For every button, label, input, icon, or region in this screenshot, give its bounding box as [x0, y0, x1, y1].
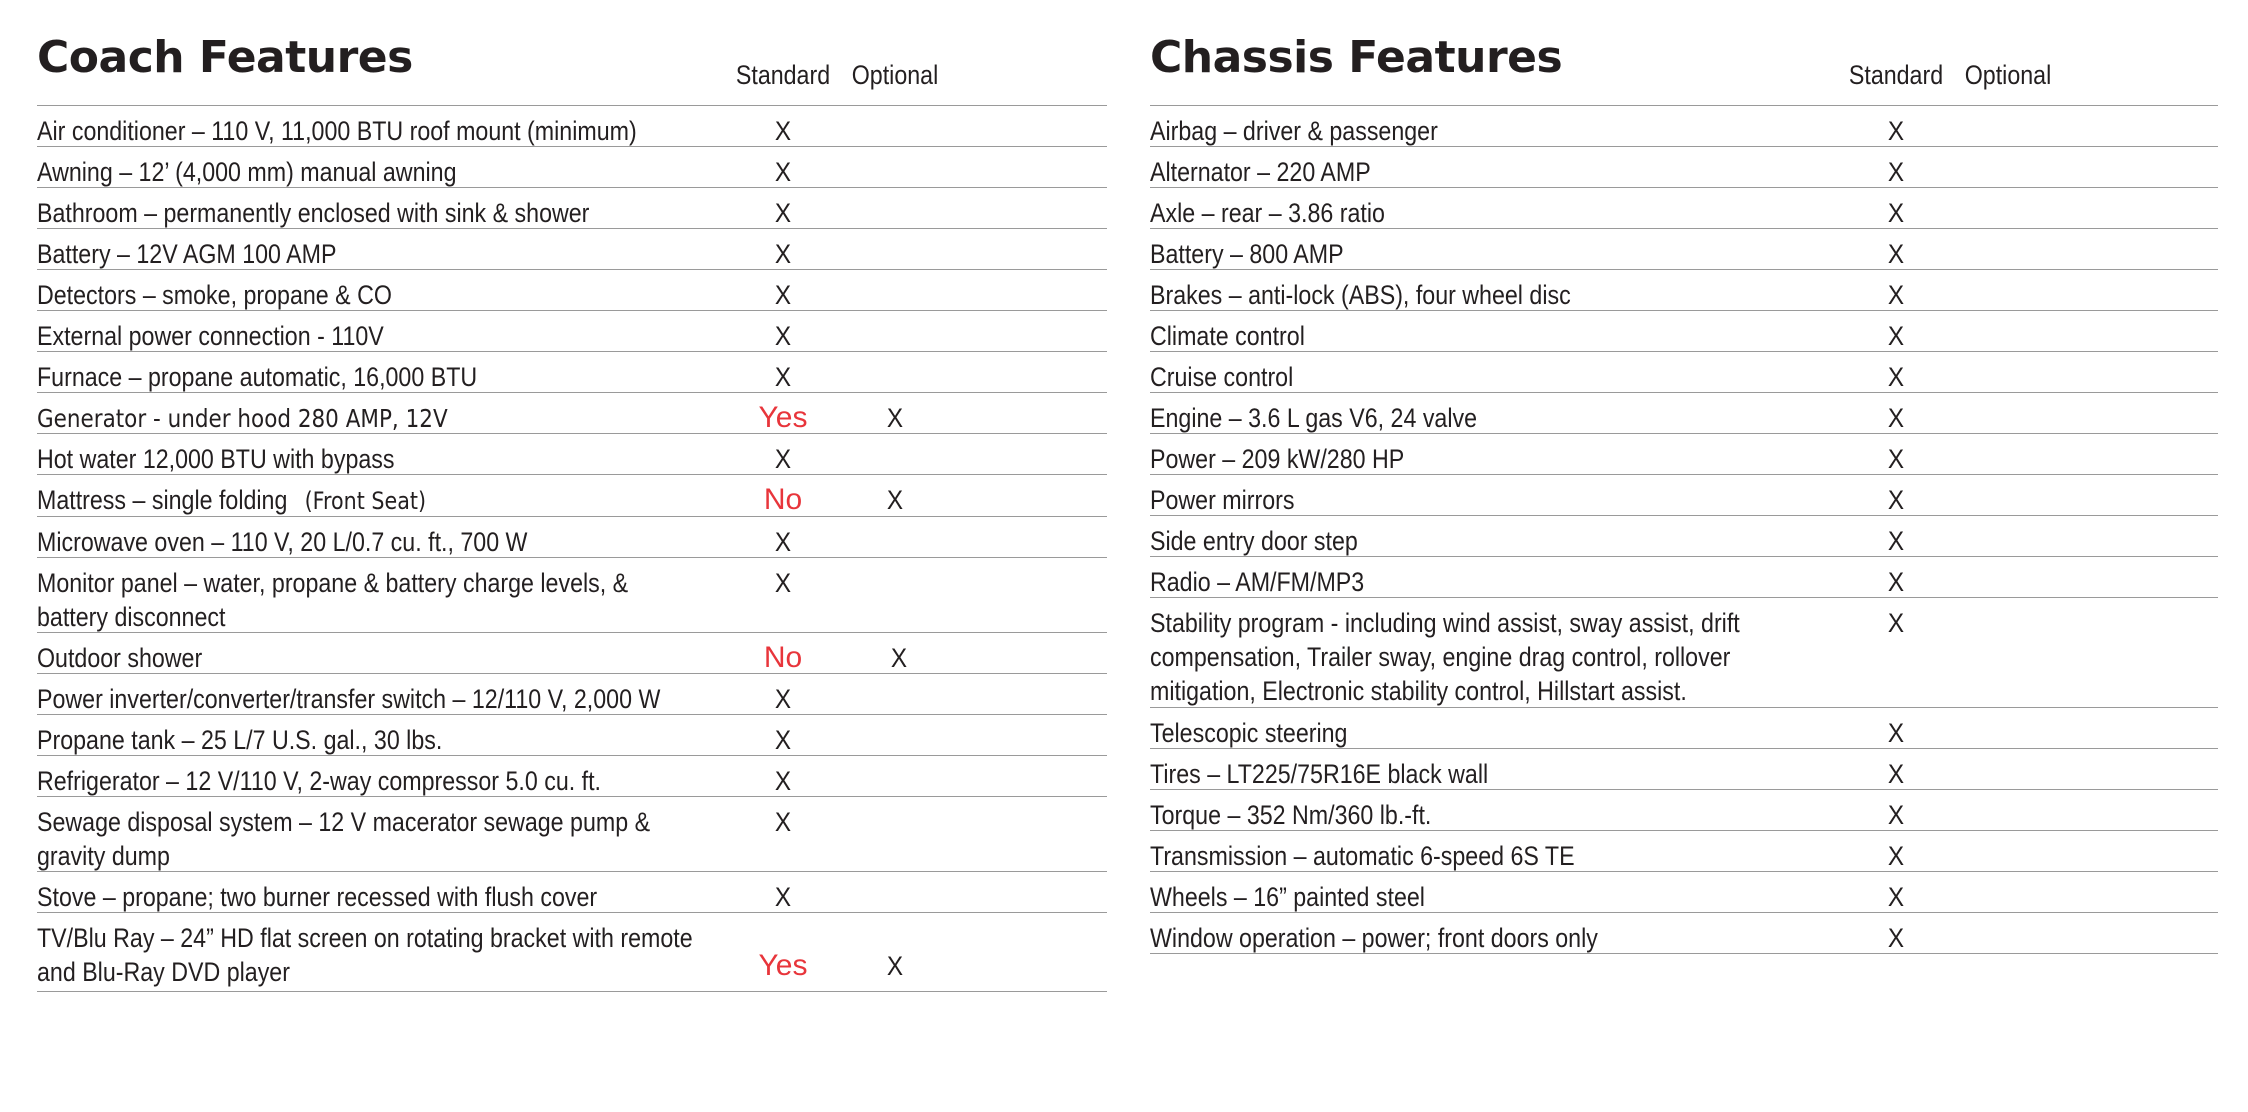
table-row: [37, 797, 1107, 872]
table-row: [1150, 872, 2218, 913]
feature-text: Outdoor shower: [37, 643, 203, 673]
feature-text: Propane tank – 25 L/7 U.S. gal., 30 lbs.: [37, 725, 443, 755]
coach-optional-header: Optional: [851, 60, 939, 90]
feature-label: [37, 401, 448, 436]
standard-mark: X: [774, 568, 792, 598]
standard-mark: X: [774, 239, 792, 269]
feature-text: Battery – 800 AMP: [1150, 239, 1344, 269]
standard-mark: X: [774, 766, 792, 796]
standard-mark: X: [1887, 718, 1905, 748]
feature-label: [37, 360, 477, 394]
feature-text: Detectors – smoke, propane & CO: [37, 280, 392, 310]
feature-label: [37, 319, 384, 353]
table-row: [1150, 475, 2218, 516]
feature-text: Generator - under hood 280 AMP, 12V: [37, 404, 448, 433]
standard-mark: X: [1887, 321, 1905, 351]
chassis-features-table: [1150, 105, 2218, 954]
feature-label: [1150, 278, 1571, 312]
feature-label: [37, 921, 693, 989]
feature-text: Torque – 352 Nm/360 lb.-ft.: [1150, 800, 1432, 830]
feature-text: Monitor panel – water, propane & battery charge levels, &: [37, 568, 629, 598]
standard-mark: X: [774, 280, 792, 310]
standard-mark: No: [763, 483, 803, 516]
table-row: [1150, 831, 2218, 872]
table-row: [1150, 311, 2218, 352]
coach-features-title: Coach Features: [37, 32, 413, 83]
feature-text: Alternator – 220 AMP: [1150, 157, 1371, 187]
feature-label: [1150, 921, 1598, 955]
chassis-features-title: Chassis Features: [1150, 32, 1563, 83]
feature-label: [1150, 757, 1488, 791]
table-row: [37, 475, 1107, 517]
feature-text: Furnace – propane automatic, 16,000 BTU: [37, 362, 478, 392]
feature-label: [1150, 524, 1358, 558]
table-row: [1150, 147, 2218, 188]
feature-text: Brakes – anti-lock (ABS), four wheel disc: [1150, 280, 1571, 310]
coach-features-table: [37, 105, 1107, 992]
feature-label: [1150, 606, 1740, 708]
feature-text: Telescopic steering: [1150, 718, 1348, 748]
feature-label: [1150, 319, 1305, 353]
feature-label: [37, 278, 392, 312]
standard-mark: X: [1887, 362, 1905, 392]
feature-text: External power connection - 110V: [37, 321, 384, 351]
standard-mark: X: [774, 725, 792, 755]
feature-text: Radio – AM/FM/MP3: [1150, 567, 1365, 597]
feature-text: mitigation, Electronic stability control, Hillstart assist.: [1150, 676, 1687, 706]
table-row: [1150, 434, 2218, 475]
standard-mark: X: [774, 684, 792, 714]
standard-mark: X: [774, 116, 792, 146]
feature-label: [1150, 360, 1293, 394]
table-row: [1150, 913, 2218, 954]
feature-label: [37, 442, 395, 476]
standard-mark: X: [774, 882, 792, 912]
standard-mark: X: [774, 444, 792, 474]
feature-label: [37, 237, 336, 271]
feature-label: [37, 114, 637, 148]
standard-mark: X: [1887, 116, 1905, 146]
feature-text: Side entry door step: [1150, 526, 1358, 556]
standard-mark: X: [1887, 485, 1905, 515]
feature-label: [1150, 839, 1575, 873]
feature-text: gravity dump: [37, 841, 170, 871]
table-row: [37, 633, 1107, 674]
feature-text: Power – 209 kW/280 HP: [1150, 444, 1405, 474]
standard-mark: X: [1887, 800, 1905, 830]
table-row: [1150, 749, 2218, 790]
table-row: [37, 311, 1107, 352]
feature-text: Airbag – driver & passenger: [1150, 116, 1438, 146]
feature-label: [37, 483, 426, 518]
feature-label: [1150, 196, 1385, 230]
table-row: [1150, 790, 2218, 831]
table-row: [1150, 270, 2218, 311]
table-row: [37, 756, 1107, 797]
table-row: [1150, 229, 2218, 270]
table-row: [1150, 516, 2218, 557]
feature-label: [37, 641, 202, 675]
feature-label: [37, 196, 589, 230]
optional-mark: X: [890, 643, 908, 673]
feature-label: [1150, 442, 1404, 476]
feature-label: [37, 805, 650, 873]
feature-text: Microwave oven – 110 V, 20 L/0.7 cu. ft., 700 W: [37, 527, 528, 557]
feature-label: [37, 764, 601, 798]
table-row: [37, 913, 1107, 992]
feature-label: [1150, 155, 1371, 189]
feature-text: Engine – 3.6 L gas V6, 24 valve: [1150, 403, 1478, 433]
feature-label: [1150, 798, 1431, 832]
table-row: [1150, 188, 2218, 229]
table-row: [37, 352, 1107, 393]
feature-text: compensation, Trailer sway, engine drag control, rollover: [1150, 642, 1731, 672]
feature-label: [1150, 401, 1477, 435]
standard-mark: X: [1887, 157, 1905, 187]
standard-mark: X: [1887, 526, 1905, 556]
feature-label: [1150, 565, 1364, 599]
standard-mark: X: [1887, 239, 1905, 269]
table-row: [1150, 708, 2218, 749]
feature-text: Bathroom – permanently enclosed with sink & shower: [37, 198, 590, 228]
table-row: [37, 393, 1107, 434]
optional-mark: X: [886, 951, 904, 981]
table-row: [37, 674, 1107, 715]
standard-mark: X: [1887, 608, 1905, 638]
feature-label: [37, 682, 660, 716]
feature-text: Cruise control: [1150, 362, 1294, 392]
feature-label: [37, 880, 597, 914]
feature-text: Tires – LT225/75R16E black wall: [1150, 759, 1489, 789]
feature-text: TV/Blu Ray – 24” HD flat screen on rotating bracket with remote: [37, 923, 693, 953]
table-row: [1150, 106, 2218, 147]
optional-mark: X: [886, 485, 904, 515]
feature-label: [1150, 880, 1425, 914]
feature-text: Axle – rear – 3.86 ratio: [1150, 198, 1385, 228]
standard-mark: Yes: [758, 949, 808, 982]
feature-label: [1150, 716, 1347, 750]
feature-text: Power mirrors: [1150, 485, 1295, 515]
standard-mark: No: [763, 641, 803, 674]
feature-text: Battery – 12V AGM 100 AMP: [37, 239, 337, 269]
feature-label: [37, 525, 527, 559]
feature-text: Mattress – single folding: [37, 485, 288, 515]
standard-mark: X: [774, 527, 792, 557]
feature-label: [1150, 483, 1294, 517]
standard-mark: Yes: [758, 401, 808, 434]
feature-text: Awning – 12’ (4,000 mm) manual awning: [37, 157, 457, 187]
table-row: [37, 558, 1107, 633]
table-row: [37, 270, 1107, 311]
standard-mark: X: [1887, 567, 1905, 597]
table-row: [37, 229, 1107, 270]
table-row: [1150, 598, 2218, 708]
standard-mark: X: [1887, 280, 1905, 310]
feature-label: [1150, 114, 1438, 148]
standard-mark: X: [1887, 923, 1905, 953]
feature-text: battery disconnect: [37, 602, 226, 632]
table-row: [37, 434, 1107, 475]
table-row: [1150, 557, 2218, 598]
standard-mark: X: [774, 362, 792, 392]
standard-mark: X: [1887, 403, 1905, 433]
standard-mark: X: [774, 157, 792, 187]
table-row: [37, 147, 1107, 188]
feature-text: Climate control: [1150, 321, 1305, 351]
feature-text: Refrigerator – 12 V/110 V, 2-way compressor 5.0 cu. ft.: [37, 766, 602, 796]
feature-text: Stability program - including wind assist, sway assist, drift: [1150, 608, 1740, 638]
standard-mark: X: [1887, 198, 1905, 228]
feature-label: [37, 155, 456, 189]
table-row: [37, 715, 1107, 756]
feature-label: [37, 566, 628, 634]
optional-mark: X: [886, 403, 904, 433]
feature-text: Power inverter/converter/transfer switch – 12/110 V, 2,000 W: [37, 684, 661, 714]
standard-mark: X: [1887, 841, 1905, 871]
chassis-standard-header: Standard: [1848, 60, 1944, 90]
standard-mark: X: [1887, 882, 1905, 912]
chassis-optional-header: Optional: [1964, 60, 2052, 90]
standard-mark: X: [1887, 444, 1905, 474]
standard-mark: X: [774, 321, 792, 351]
feature-label: [37, 723, 442, 757]
table-row: [37, 872, 1107, 913]
coach-standard-header: Standard: [735, 60, 831, 90]
feature-text: Sewage disposal system – 12 V macerator sewage pump &: [37, 807, 651, 837]
table-row: [1150, 352, 2218, 393]
feature-text: Air conditioner – 110 V, 11,000 BTU roof mount (minimum): [37, 116, 637, 146]
standard-mark: X: [774, 198, 792, 228]
feature-text: Hot water 12,000 BTU with bypass: [37, 444, 395, 474]
table-row: [37, 517, 1107, 558]
feature-text: Wheels – 16” painted steel: [1150, 882, 1425, 912]
feature-text: Transmission – automatic 6-speed 6S TE: [1150, 841, 1575, 871]
table-row: [1150, 393, 2218, 434]
table-row: [37, 106, 1107, 147]
feature-text: Window operation – power; front doors only: [1150, 923, 1598, 953]
feature-note: (Front Seat): [304, 487, 427, 515]
feature-label: [1150, 237, 1344, 271]
table-row: [37, 188, 1107, 229]
feature-text: and Blu-Ray DVD player: [37, 957, 290, 987]
standard-mark: X: [1887, 759, 1905, 789]
feature-text: Stove – propane; two burner recessed with flush cover: [37, 882, 598, 912]
standard-mark: X: [774, 807, 792, 837]
